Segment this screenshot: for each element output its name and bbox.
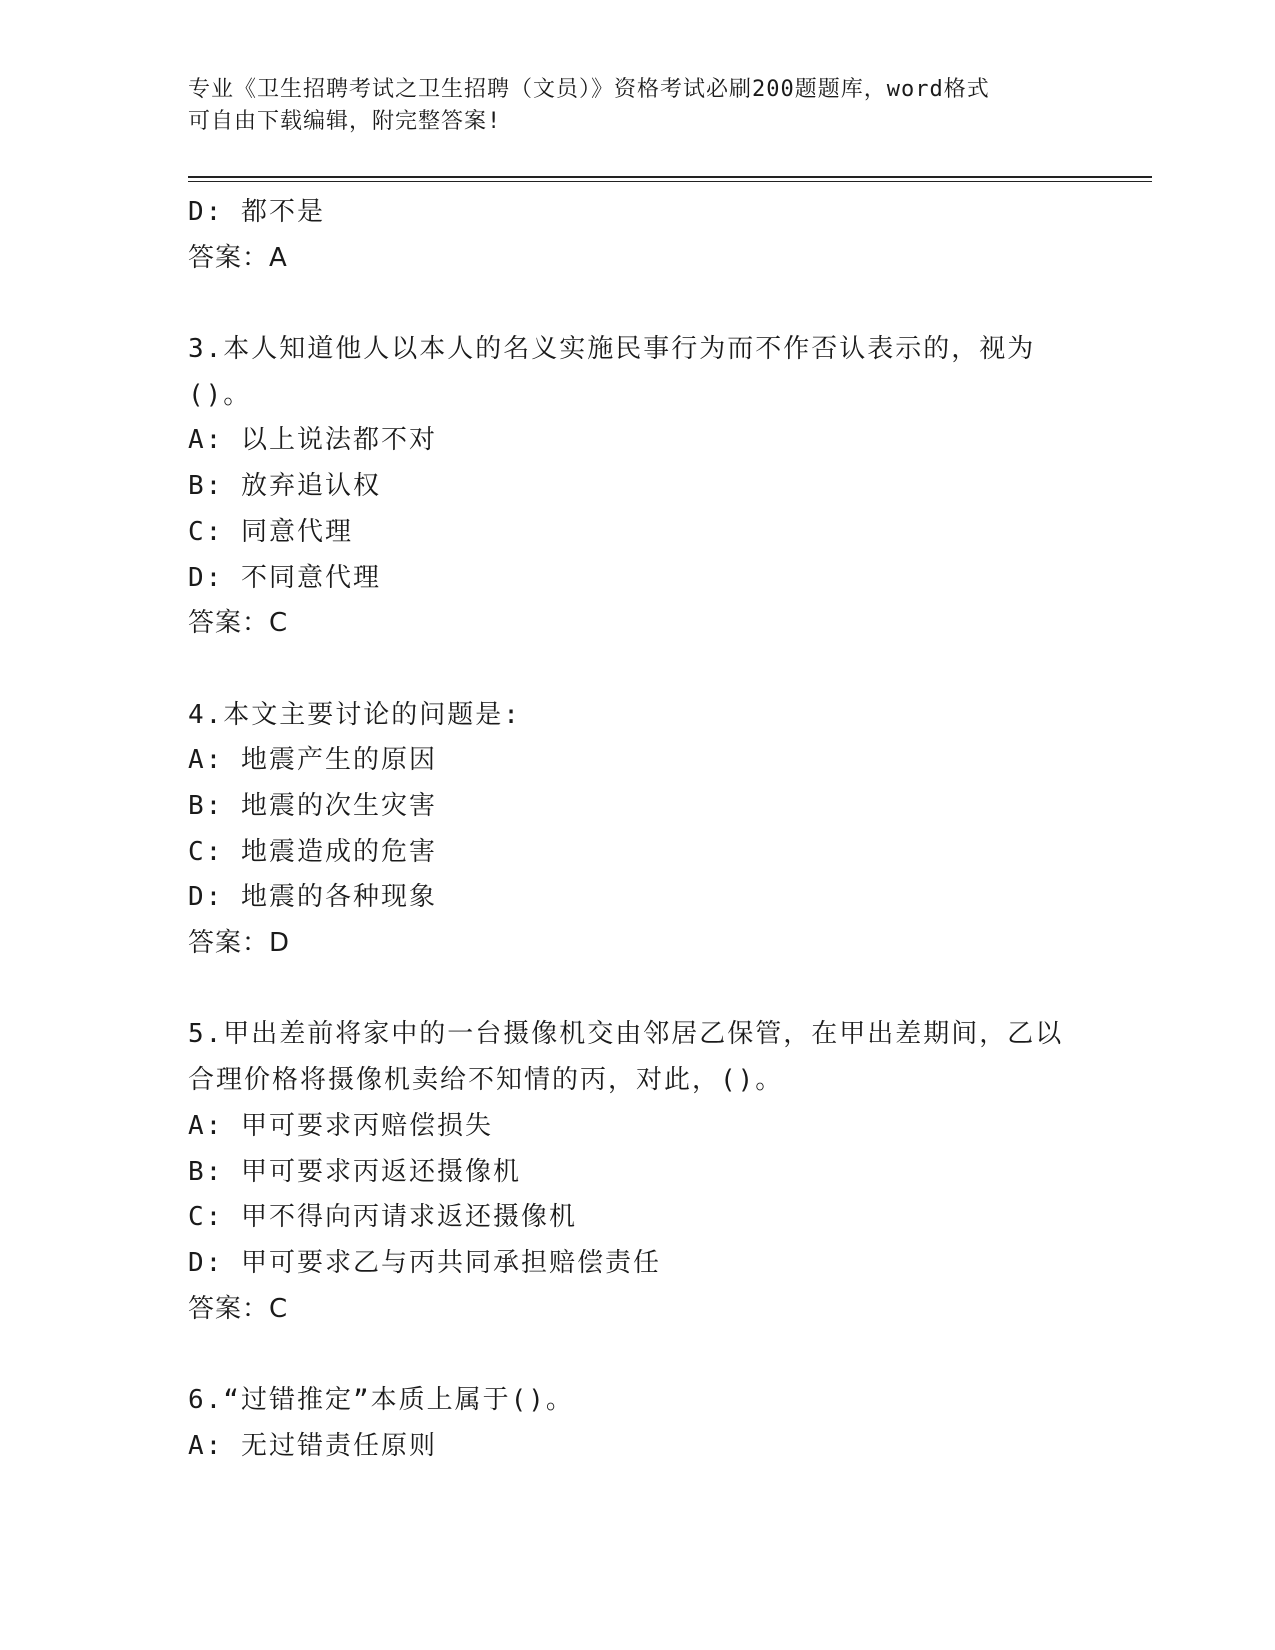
header-title-line2: 可自由下载编辑，附完整答案! [188, 109, 502, 134]
q2-answer: 答案：A [188, 242, 288, 273]
question-5 [188, 1012, 1088, 1332]
q2-option-d: D: 都不是 [188, 197, 325, 227]
q6-text: 6.“过错推定”本质上属于()。 [188, 1384, 574, 1415]
question-3 [188, 327, 1088, 647]
q3-option-b: B: 放弃追认权 [188, 471, 381, 502]
q3-option-a: A: 以上说法都不对 [188, 425, 437, 456]
q5-answer: 答案：C [188, 1293, 289, 1324]
q4-option-d: D: 地震的各种现象 [188, 882, 437, 913]
question-2 [188, 190, 1088, 281]
question-list [188, 190, 1088, 1469]
q5-option-a: A: 甲可要求丙赔偿损失 [188, 1110, 493, 1141]
q4-answer: 答案：D [188, 928, 291, 959]
q5-option-d: D: 甲可要求乙与丙共同承担赔偿责任 [188, 1247, 661, 1278]
q3-answer: 答案：C [188, 608, 289, 639]
q5-option-c: C: 甲不得向丙请求返还摄像机 [188, 1202, 577, 1233]
header-divider-thin [188, 181, 1152, 182]
document-header [188, 74, 1068, 138]
spacer [188, 1332, 1088, 1378]
q4-text: 4.本文主要讨论的问题是: [188, 699, 521, 730]
header-divider-thick [188, 176, 1152, 178]
question-6 [188, 1378, 1088, 1469]
spacer [188, 967, 1088, 1013]
q5-option-b: B: 甲可要求丙返还摄像机 [188, 1156, 521, 1187]
q4-option-c: C: 地震造成的危害 [188, 836, 437, 867]
spacer [188, 281, 1088, 327]
q4-option-b: B: 地震的次生灾害 [188, 790, 437, 821]
q4-option-a: A: 地震产生的原因 [188, 745, 437, 776]
spacer [188, 647, 1088, 693]
q3-text: 3.本人知道他人以本人的名义实施民事行为而不作否认表示的，视为()。 [188, 334, 1036, 410]
question-4 [188, 693, 1088, 967]
q3-option-d: D: 不同意代理 [188, 562, 381, 593]
q6-option-a: A: 无过错责任原则 [188, 1430, 437, 1461]
header-title-line1: 专业《卫生招聘考试之卫生招聘（文员）》资格考试必刷200题题库，word格式 [188, 77, 990, 102]
q5-text: 5.甲出差前将家中的一台摄像机交由邻居乙保管，在甲出差期间，乙以合理价格将摄像机卖给不知情的丙，对此，()。 [188, 1019, 1064, 1096]
q3-option-c: C: 同意代理 [188, 516, 353, 547]
